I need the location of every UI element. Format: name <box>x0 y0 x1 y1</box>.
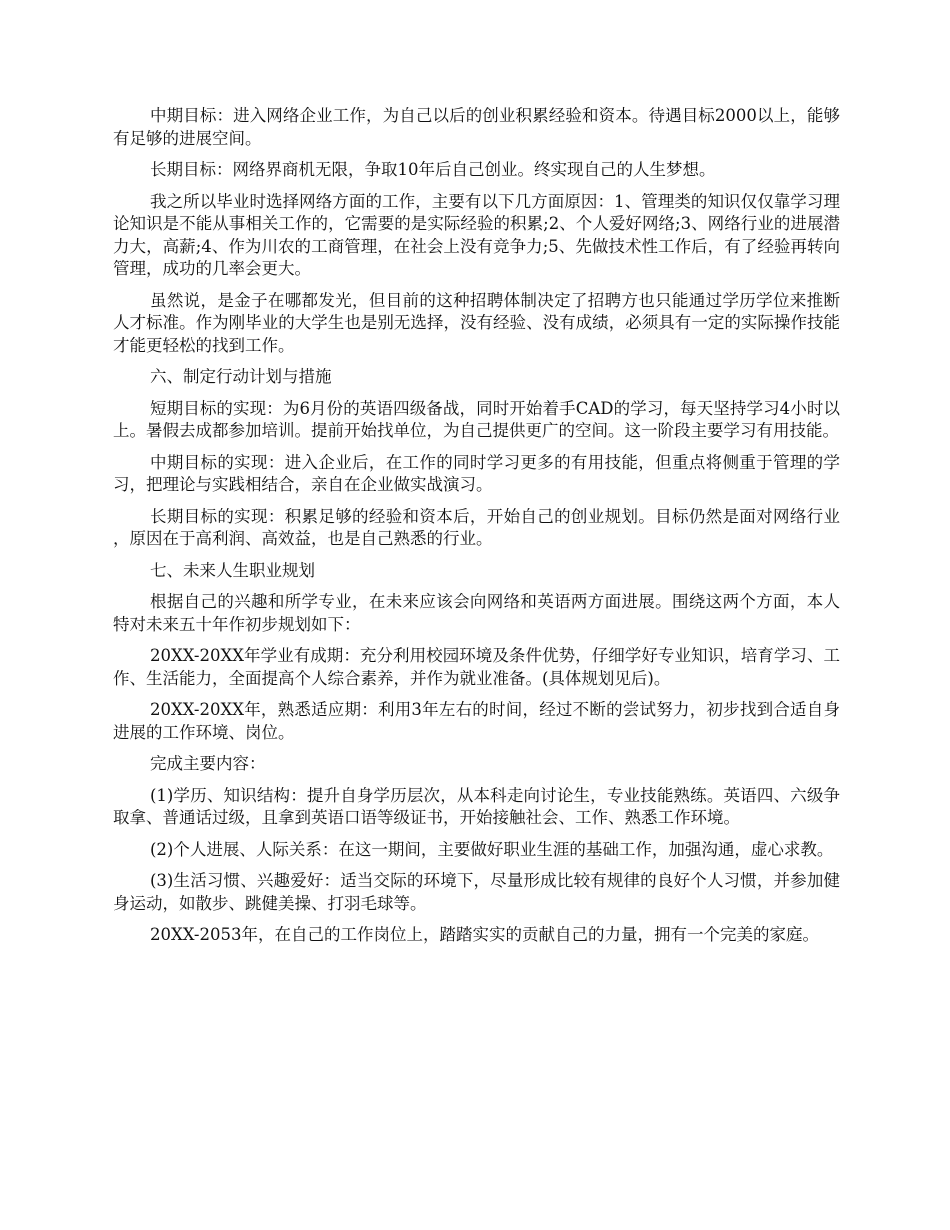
paragraph-long-term-goal: 长期目标：网络界商机无限，争取10年后自己创业。终实现自己的人生梦想。 <box>150 160 716 179</box>
paragraph-reasons: 我之所以毕业时选择网络方面的工作，主要有以下几方面原因：1、管理类的知识仅仅靠学习理论知识是不能从事相关工作的，它需要的是实际经验的积累;2、个人爱好网络;3、网络行业的进展潜力大，高薪;4、作为川农的工商管理，在社会上没有竞争力;5、先做技术性工作后，有了经验再转向管理，成功的几率会更大。 <box>113 191 840 278</box>
paragraph-main-content-label: 完成主要内容： <box>150 754 266 773</box>
paragraph-study-period: 20XX-20XX年学业有成期：充分利用校园环境及条件优势，仔细学好专业知识，培育学习、工作、生活能力，全面提高个人综合素养，并作为就业准备。(具体规划见后)。 <box>113 646 840 688</box>
paragraph-long-term-implementation: 长期目标的实现：积累足够的经验和资本后，开始自己的创业规划。目标仍然是面对网络行业，原因在于高利润、高效益，也是自己熟悉的行业。 <box>113 506 840 548</box>
paragraph-item-relationships: (2)个人进展、人际关系：在这一期间，主要做好职业生涯的基础工作，加强沟通，虚心求教。 <box>150 839 834 859</box>
paragraph-career-overview: 根据自己的兴趣和所学专业，在未来应该会向网络和英语两方面进展。围绕这两个方面，本人特对未来五十年作初步规划如下： <box>113 592 840 634</box>
section-heading-action-plan: 六、制定行动计划与措施 <box>150 367 332 386</box>
paragraph-contribution-period: 20XX-2053年，在自己的工作岗位上，踏踏实实的贡献自己的力量，拥有一个完美的家庭。 <box>150 925 819 944</box>
paragraph-short-term-implementation: 短期目标的实现：为6月份的英语四级备战，同时开始着手CAD的学习，每天坚持学习4小时以上。暑假去成都参加培训。提前开始找单位，为自己提供更广的空间。这一阶段主要学习有用技能。 <box>113 398 840 440</box>
paragraph-recruitment: 虽然说，是金子在哪都发光，但目前的这种招聘体制决定了招聘方也只能通过学历学位来推断人才标准。作为刚毕业的大学生也是别无选择，没有经验、没有成绩，必须具有一定的实际操作技能才能更轻松的找到工作。 <box>113 290 840 355</box>
paragraph-mid-term-goal: 中期目标：进入网络企业工作，为自己以后的创业积累经验和资本。待遇目标2000以上，能够有足够的进展空间。 <box>113 106 840 148</box>
paragraph-adaptation-period: 20XX-20XX年，熟悉适应期：利用3年左右的时间，经过不断的尝试努力，初步找到合适自身进展的工作环境、岗位。 <box>113 700 840 742</box>
paragraph-mid-term-implementation: 中期目标的实现：进入企业后，在工作的同时学习更多的有用技能，但重点将侧重于管理的学习，把理论与实践相结合，亲自在企业做实战演习。 <box>113 452 840 494</box>
paragraph-item-habits: (3)生活习惯、兴趣爱好：适当交际的环境下，尽量形成比较有规律的良好个人习惯，并参加健身运动，如散步、跳健美操、打羽毛球等。 <box>113 871 840 913</box>
document-body <box>113 105 840 956</box>
paragraph-item-education: (1)学历、知识结构：提升自身学历层次，从本科走向讨论生，专业技能熟练。英语四、六级争取拿、普通话过级，且拿到英语口语等级证书，开始接触社会、工作、熟悉工作环境。 <box>113 785 840 827</box>
section-heading-career-plan: 七、未来人生职业规划 <box>150 560 315 580</box>
